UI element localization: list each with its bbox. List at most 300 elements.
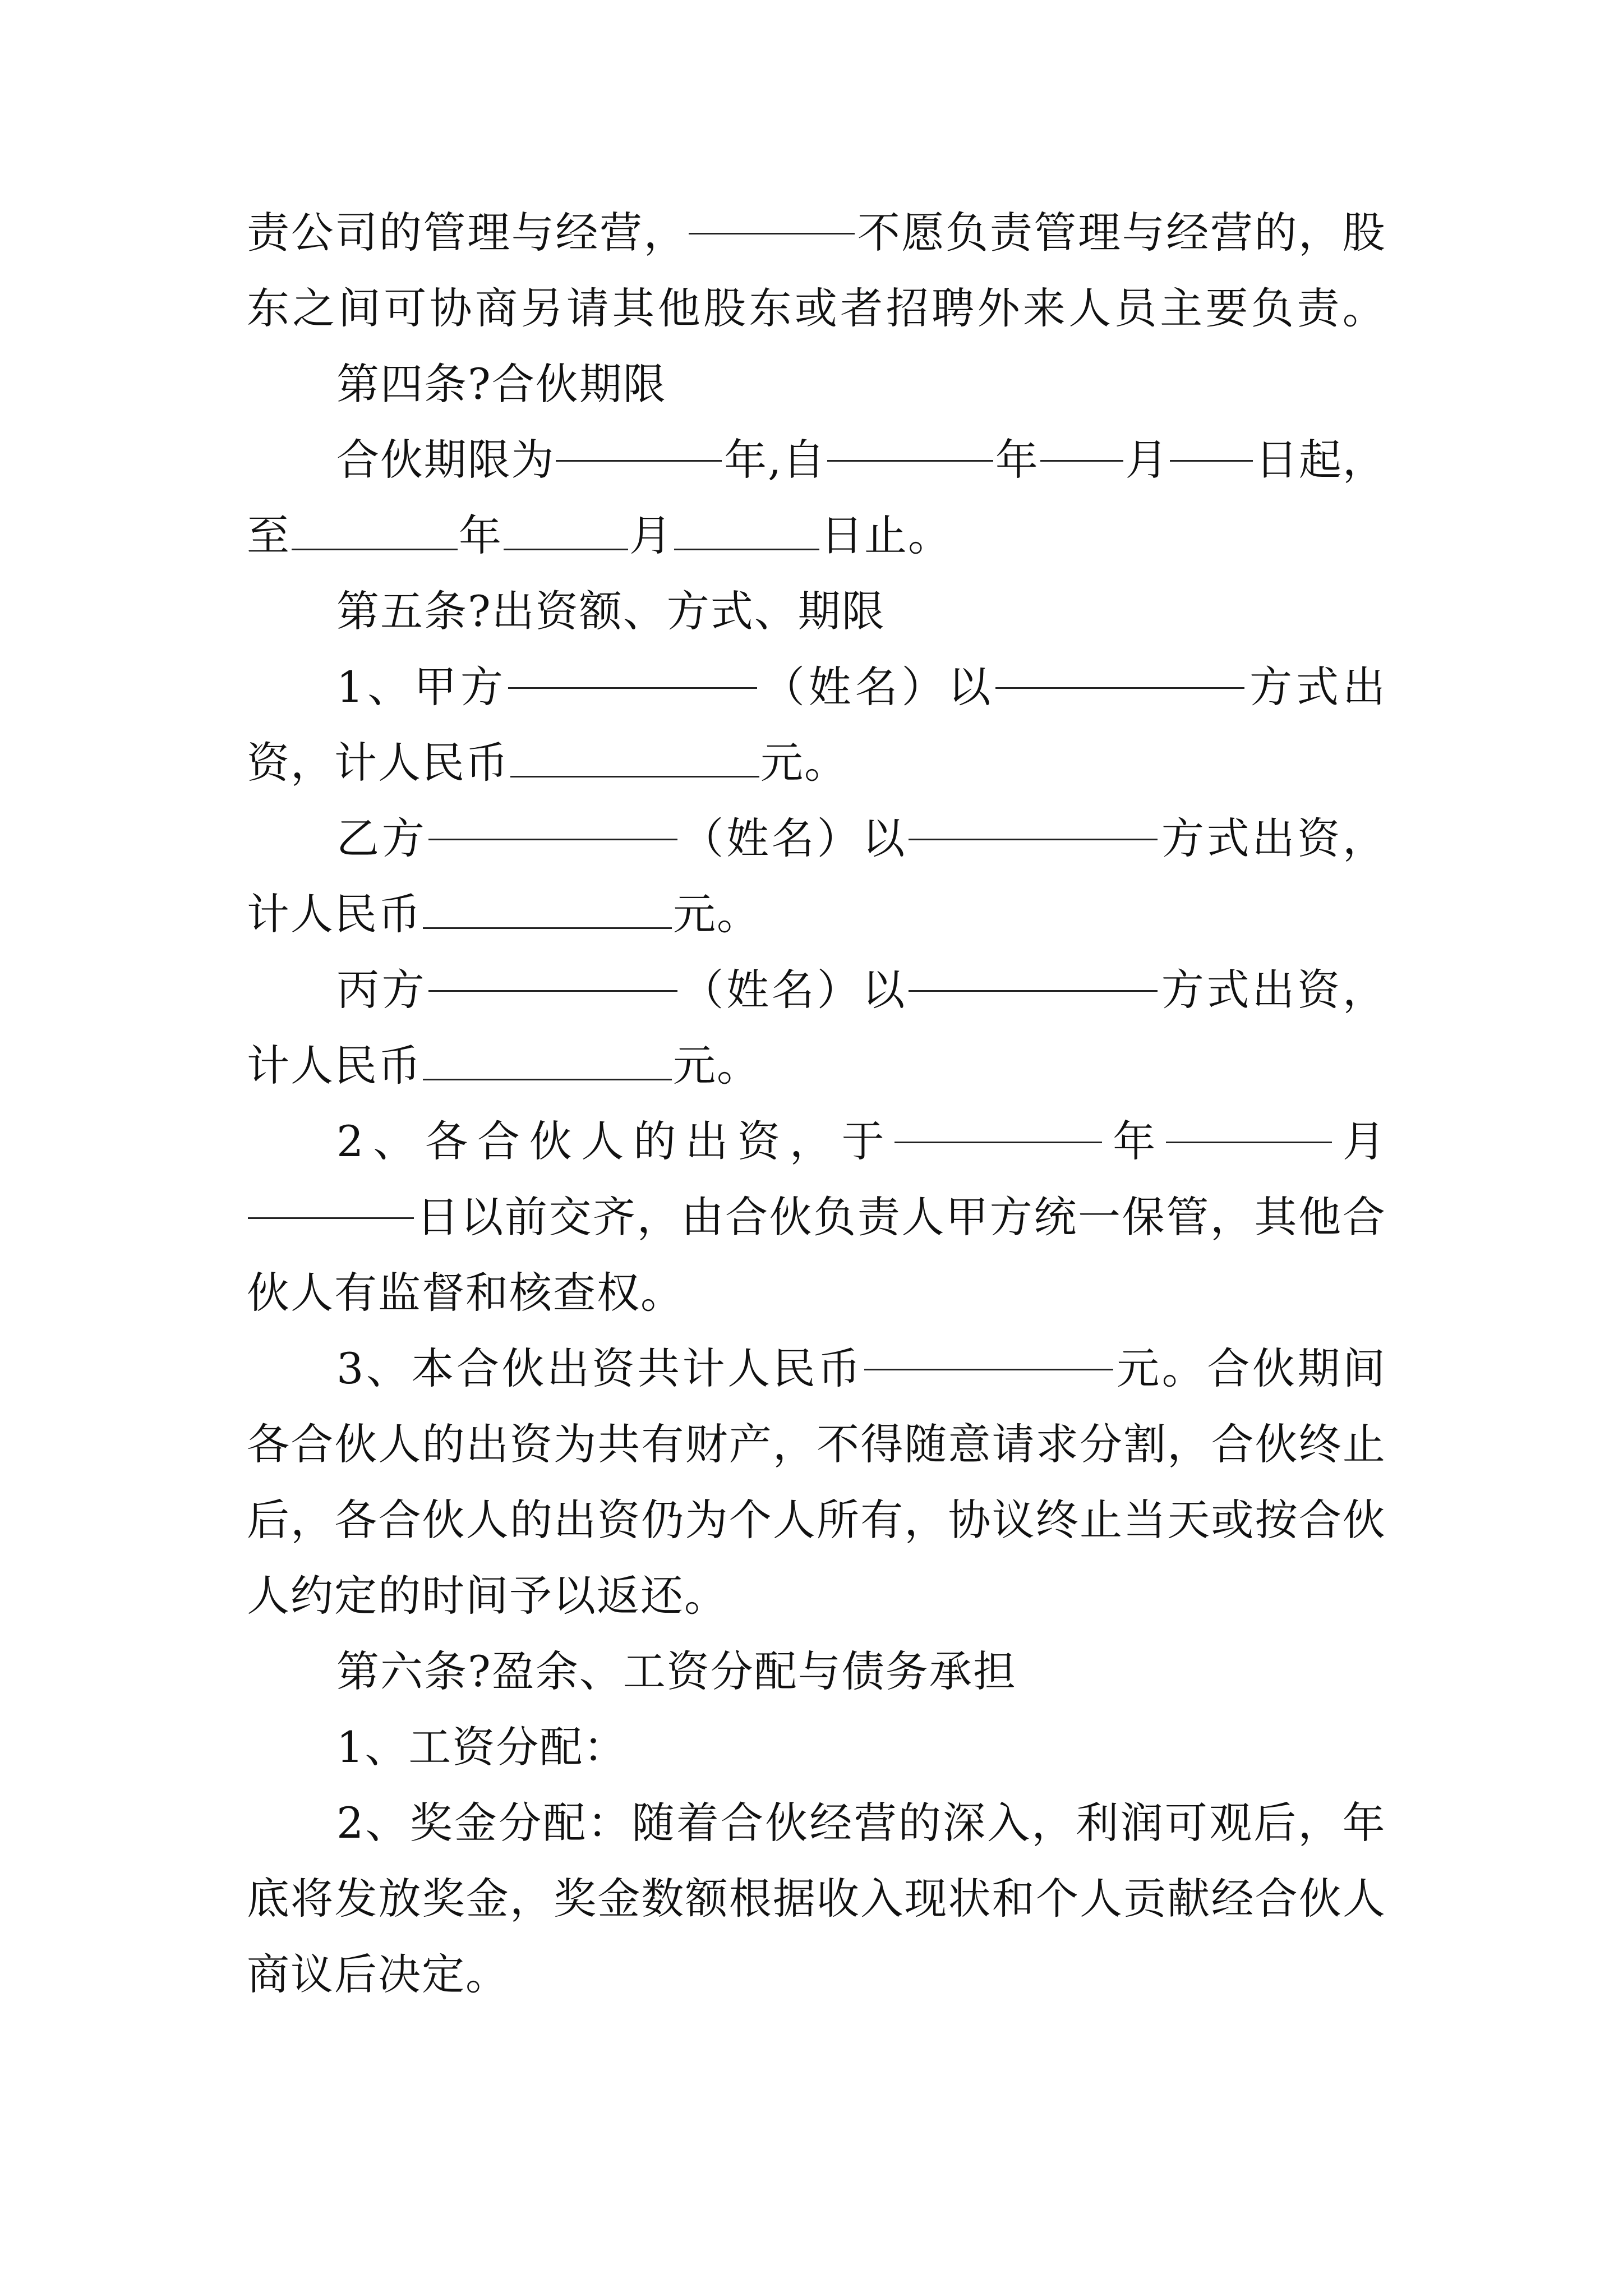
glyph: 资 — [666, 1646, 711, 1696]
glyph: 的 — [633, 1116, 676, 1166]
fill-in-blank — [248, 1178, 414, 1219]
glyph: 方 — [666, 586, 711, 636]
glyph: 合 — [1211, 1419, 1254, 1469]
glyph: 配 — [540, 1722, 584, 1772]
glyph: 合 — [456, 1343, 499, 1393]
glyph: 所 — [817, 1495, 860, 1545]
glyph: 出 — [491, 586, 536, 636]
glyph: 发 — [334, 1874, 377, 1924]
glyph: ， — [1342, 435, 1385, 485]
glyph: ， — [789, 1116, 832, 1166]
glyph: 额 — [685, 1874, 728, 1924]
fill-in-blank — [1166, 1102, 1332, 1143]
glyph: 他 — [1298, 1192, 1341, 1242]
glyph: 月 — [629, 510, 673, 560]
glyph: 计 — [247, 1041, 291, 1091]
glyph: 经 — [555, 208, 598, 257]
glyph: 资 — [535, 586, 579, 636]
glyph: 伙 — [535, 359, 579, 409]
glyph: 责 — [857, 1192, 900, 1242]
glyph: 间 — [1342, 1343, 1385, 1393]
glyph: 第 — [336, 586, 380, 636]
paragraph-line-21 — [336, 1708, 1385, 1787]
glyph: 与 — [1122, 208, 1165, 257]
glyph: 与 — [511, 208, 554, 257]
glyph: 的 — [422, 1419, 465, 1469]
glyph: ： — [587, 1798, 630, 1848]
paragraph-line-16 — [336, 1329, 1385, 1408]
glyph: ， — [1167, 1419, 1210, 1469]
glyph: 额 — [579, 586, 623, 636]
glyph: 一 — [1078, 1192, 1121, 1242]
glyph: 核 — [509, 1268, 553, 1318]
fill-in-blank — [674, 509, 819, 550]
glyph: 分 — [499, 1798, 542, 1848]
paragraph-line-22 — [336, 1784, 1385, 1862]
glyph: 出 — [1252, 965, 1295, 1015]
glyph: 营 — [1210, 208, 1253, 257]
glyph: 理 — [1078, 208, 1121, 257]
glyph: 方 — [381, 965, 425, 1015]
glyph: 日 — [820, 510, 864, 560]
glyph: 资 — [737, 1116, 780, 1166]
glyph: 可 — [384, 283, 427, 333]
glyph: 合 — [725, 1192, 768, 1242]
glyph: 民 — [422, 738, 465, 788]
glyph: 日 — [416, 1192, 459, 1242]
glyph: 主 — [1160, 283, 1203, 333]
article-6-heading — [336, 1632, 1385, 1711]
glyph: 贡 — [1123, 1874, 1166, 1924]
paragraph-line-19 — [247, 1557, 1385, 1635]
glyph: 交 — [548, 1192, 592, 1242]
glyph: 计 — [334, 738, 378, 788]
glyph: 方 — [1161, 813, 1204, 863]
glyph: 2 — [336, 1798, 364, 1848]
glyph: 有 — [860, 1495, 903, 1545]
glyph: 请 — [992, 1419, 1035, 1469]
glyph: ， — [1031, 1798, 1075, 1848]
glyph: 分 — [1079, 1419, 1122, 1469]
fill-in-blank — [428, 951, 677, 992]
glyph: 伙 — [422, 1495, 465, 1545]
glyph: 各 — [247, 1419, 289, 1469]
glyph: ： — [583, 1722, 628, 1772]
glyph: 共 — [637, 1343, 680, 1393]
glyph: 人 — [378, 738, 422, 788]
glyph: 后 — [247, 1495, 289, 1545]
glyph: 方 — [989, 1192, 1032, 1242]
glyph: 币 — [378, 1041, 422, 1091]
glyph: 仍 — [641, 1495, 684, 1545]
glyph: 人 — [465, 1495, 509, 1545]
glyph: 姓 — [726, 813, 769, 863]
glyph: ， — [637, 1192, 680, 1242]
glyph: 有 — [641, 1419, 684, 1469]
glyph: 月 — [1342, 1116, 1385, 1166]
glyph: 个 — [728, 1495, 772, 1545]
paragraph-line-2 — [247, 269, 1385, 348]
glyph: 观 — [1209, 1798, 1252, 1848]
glyph: 可 — [1164, 1798, 1207, 1848]
glyph: 伙 — [529, 1116, 572, 1166]
glyph: 方 — [381, 813, 425, 863]
glyph: 合 — [1342, 1192, 1385, 1242]
glyph: （ — [681, 965, 724, 1015]
article-4-heading — [336, 345, 1385, 424]
glyph: 1 — [336, 662, 364, 712]
glyph: 商 — [475, 283, 518, 333]
glyph: 分 — [496, 1722, 540, 1772]
glyph: 利 — [1076, 1798, 1119, 1848]
glyph: 入 — [860, 1874, 903, 1924]
glyph: 按 — [1255, 1495, 1298, 1545]
glyph: 币 — [818, 1343, 861, 1393]
glyph: 还 — [640, 1571, 684, 1621]
glyph: 条 — [424, 359, 468, 409]
glyph: 人 — [581, 1116, 624, 1166]
glyph: 人 — [1079, 1874, 1122, 1924]
glyph: 止 — [1079, 1495, 1122, 1545]
glyph: 和 — [465, 1268, 509, 1318]
glyph: 。 — [1161, 1343, 1205, 1393]
glyph: 协 — [948, 1495, 991, 1545]
glyph: 人 — [291, 1268, 334, 1318]
glyph: 。 — [717, 1041, 760, 1091]
glyph: 资 — [452, 1722, 496, 1772]
glyph: 丙 — [336, 965, 379, 1015]
glyph: 限 — [467, 435, 510, 485]
glyph: 配 — [543, 1798, 586, 1848]
glyph: 伙 — [1298, 1874, 1341, 1924]
glyph: 。 — [908, 510, 952, 560]
glyph: 、 — [623, 586, 667, 636]
glyph: 四 — [380, 359, 424, 409]
glyph: ， — [1298, 208, 1341, 257]
glyph: 责 — [989, 208, 1032, 257]
glyph: 当 — [1123, 1495, 1166, 1545]
glyph: ） — [901, 662, 944, 712]
glyph: 后 — [334, 1949, 378, 1999]
fill-in-blank — [689, 194, 855, 234]
glyph: 金 — [465, 1874, 509, 1924]
glyph: 间 — [465, 1571, 509, 1621]
glyph: 务 — [885, 1646, 929, 1696]
fill-in-blank — [423, 1039, 672, 1080]
glyph: 金 — [597, 1874, 640, 1924]
glyph: 日 — [1255, 435, 1298, 485]
glyph: 资 — [247, 738, 291, 788]
glyph: 3 — [336, 1343, 364, 1393]
glyph: 姓 — [808, 662, 851, 712]
glyph: 入 — [987, 1798, 1030, 1848]
glyph: ， — [1342, 813, 1385, 863]
glyph: 收 — [817, 1874, 860, 1924]
glyph: 计 — [247, 889, 291, 939]
glyph: ， — [1210, 1192, 1253, 1242]
glyph: 合 — [336, 435, 379, 485]
glyph: 据 — [772, 1874, 815, 1924]
glyph: 余 — [535, 1646, 579, 1696]
glyph: 以 — [862, 965, 905, 1015]
glyph: 甲 — [946, 1192, 989, 1242]
glyph: 承 — [929, 1646, 973, 1696]
glyph: 深 — [942, 1798, 985, 1848]
glyph: 、 — [373, 1116, 416, 1166]
glyph: 责 — [247, 208, 289, 257]
glyph: 合 — [1298, 1495, 1341, 1545]
glyph: 方 — [1249, 662, 1293, 712]
glyph: 后 — [1253, 1798, 1297, 1848]
glyph: 股 — [703, 283, 746, 333]
glyph: 终 — [1035, 1495, 1078, 1545]
glyph: 营 — [854, 1798, 897, 1848]
glyph: 伙 — [769, 1192, 812, 1242]
glyph: ， — [772, 1419, 815, 1469]
glyph: 的 — [379, 208, 422, 257]
fill-in-blank — [1040, 421, 1123, 462]
paragraph-line-7 — [336, 648, 1385, 726]
glyph: 着 — [676, 1798, 719, 1848]
glyph: 债 — [841, 1646, 886, 1696]
fill-in-blank — [423, 888, 672, 929]
glyph: 不 — [817, 1419, 860, 1469]
glyph: 期 — [797, 586, 842, 636]
glyph: 招 — [886, 283, 929, 333]
glyph: 各 — [334, 1495, 377, 1545]
glyph: ， — [291, 738, 334, 788]
fill-in-blank — [827, 421, 993, 462]
glyph: 财 — [685, 1419, 728, 1469]
paragraph-line-24 — [247, 1935, 1385, 2014]
paragraph-line-1 — [247, 194, 1385, 272]
paragraph-line-12 — [247, 1027, 1385, 1105]
glyph: 姓 — [726, 965, 769, 1015]
glyph: 1 — [336, 1722, 365, 1772]
glyph: 时 — [422, 1571, 465, 1621]
glyph: 定 — [422, 1949, 465, 1999]
glyph: 管 — [1034, 208, 1077, 257]
glyph: 。 — [804, 738, 848, 788]
glyph: 意 — [948, 1419, 991, 1469]
paragraph-line-8 — [247, 724, 1385, 802]
glyph: 止 — [864, 510, 908, 560]
glyph: 。 — [684, 1571, 728, 1621]
glyph: 式 — [1206, 965, 1249, 1015]
glyph: 2 — [336, 1116, 364, 1166]
glyph: 出 — [1252, 813, 1295, 863]
glyph: 年 — [459, 510, 502, 560]
glyph: 出 — [547, 1343, 590, 1393]
glyph: 伙 — [380, 435, 423, 485]
glyph: 、 — [754, 586, 798, 636]
glyph: 担 — [972, 1646, 1017, 1696]
glyph: 得 — [860, 1419, 903, 1469]
glyph: 人 — [727, 1343, 771, 1393]
glyph: 伙 — [247, 1268, 291, 1318]
glyph: 、 — [579, 1646, 623, 1696]
glyph: 合 — [378, 1495, 421, 1545]
glyph: 数 — [641, 1874, 684, 1924]
glyph: 出 — [1342, 662, 1385, 712]
glyph: 聘 — [932, 283, 975, 333]
glyph: 条 — [424, 1646, 468, 1696]
glyph: 其 — [612, 283, 655, 333]
glyph: 的 — [898, 1798, 941, 1848]
glyph: 献 — [1167, 1874, 1210, 1924]
glyph: 合 — [721, 1798, 764, 1848]
glyph: 、 — [365, 1798, 408, 1848]
glyph: 随 — [631, 1798, 675, 1848]
glyph: 期 — [579, 359, 623, 409]
glyph: 条 — [424, 586, 468, 636]
glyph: 个 — [1035, 1874, 1078, 1924]
glyph: ， — [643, 208, 686, 257]
paragraph-line-23 — [247, 1860, 1385, 1938]
glyph: 合 — [477, 1116, 520, 1166]
glyph: 经 — [1211, 1874, 1254, 1924]
glyph: 返 — [597, 1571, 640, 1621]
glyph: ? — [468, 586, 492, 636]
paragraph-line-13 — [336, 1102, 1385, 1181]
glyph: 外 — [977, 283, 1020, 333]
glyph: 润 — [1120, 1798, 1163, 1848]
fill-in-blank — [510, 737, 759, 777]
glyph: 的 — [509, 1495, 552, 1545]
glyph: 第 — [336, 1646, 380, 1696]
glyph: 、 — [367, 662, 411, 712]
glyph: 终 — [1298, 1419, 1341, 1469]
glyph: 另 — [520, 283, 564, 333]
glyph: 东 — [749, 283, 792, 333]
glyph: ， — [904, 1495, 947, 1545]
glyph: 愿 — [901, 208, 944, 257]
glyph: ， — [1298, 1798, 1341, 1848]
glyph: 资 — [1297, 965, 1340, 1015]
glyph: 合 — [1207, 1343, 1250, 1393]
glyph: ? — [468, 1646, 492, 1696]
glyph: 民 — [772, 1343, 815, 1393]
glyph: 至 — [247, 510, 291, 560]
glyph: 和 — [992, 1874, 1035, 1924]
glyph: 合 — [1255, 1874, 1298, 1924]
glyph: 请 — [566, 283, 609, 333]
glyph: 。 — [640, 1268, 684, 1318]
glyph: 间 — [338, 283, 381, 333]
glyph: 议 — [992, 1495, 1035, 1545]
fill-in-blank — [995, 648, 1244, 689]
glyph: 负 — [1251, 283, 1294, 333]
glyph: 限 — [623, 359, 667, 409]
glyph: 约 — [291, 1571, 334, 1621]
glyph: 以 — [862, 813, 905, 863]
glyph: 式 — [710, 586, 754, 636]
glyph: 资 — [597, 1495, 640, 1545]
glyph: 协 — [429, 283, 472, 333]
glyph: 方 — [1161, 965, 1204, 1015]
glyph: 共 — [597, 1419, 640, 1469]
glyph: 定 — [334, 1571, 378, 1621]
glyph: 以 — [460, 1192, 504, 1242]
glyph: 币 — [378, 889, 422, 939]
glyph: 金 — [454, 1798, 497, 1848]
glyph: 。 — [717, 889, 760, 939]
glyph: 以 — [553, 1571, 597, 1621]
glyph: 东 — [247, 283, 289, 333]
glyph: 人 — [247, 1571, 291, 1621]
glyph: 人 — [291, 1041, 334, 1091]
glyph: 伙 — [1342, 1495, 1385, 1545]
glyph: 前 — [504, 1192, 547, 1242]
glyph: 的 — [378, 1571, 422, 1621]
glyph: 奖 — [422, 1874, 465, 1924]
glyph: 负 — [813, 1192, 856, 1242]
glyph: 人 — [1342, 1874, 1385, 1924]
glyph: 本 — [411, 1343, 454, 1393]
fill-in-blank — [508, 648, 757, 689]
fill-in-blank — [895, 1102, 1102, 1143]
fill-in-blank — [1170, 421, 1253, 462]
glyph: 奖 — [409, 1798, 453, 1848]
glyph: 为 — [554, 1419, 597, 1469]
glyph: 天 — [1167, 1495, 1210, 1545]
glyph: 起 — [1299, 435, 1342, 485]
glyph: 其 — [1254, 1192, 1297, 1242]
glyph: 责 — [1297, 283, 1340, 333]
glyph: 合 — [291, 1419, 334, 1469]
glyph: 割 — [1123, 1419, 1166, 1469]
glyph: 奖 — [554, 1874, 597, 1924]
glyph: 要 — [1205, 283, 1248, 333]
glyph: 元 — [673, 1041, 717, 1091]
fill-in-blank — [909, 799, 1158, 840]
glyph: 议 — [291, 1949, 334, 1999]
glyph: 管 — [423, 208, 466, 257]
glyph: 式 — [1206, 813, 1249, 863]
glyph: 出 — [554, 1495, 597, 1545]
glyph: 人 — [1068, 283, 1112, 333]
glyph: 根 — [728, 1874, 772, 1924]
glyph: 伙 — [334, 1419, 377, 1469]
glyph: 年 — [1113, 1116, 1156, 1166]
glyph: 币 — [465, 738, 509, 788]
fill-in-blank — [428, 799, 677, 840]
fill-in-blank — [504, 509, 628, 550]
glyph: ） — [817, 813, 860, 863]
glyph: 乙 — [336, 813, 379, 863]
glyph: 营 — [600, 208, 642, 257]
glyph: 决 — [378, 1949, 422, 1999]
glyph: 民 — [334, 889, 378, 939]
glyph: 资 — [1297, 813, 1340, 863]
glyph: 保 — [1122, 1192, 1165, 1242]
glyph: 管 — [1166, 1192, 1209, 1242]
glyph: 元 — [673, 889, 717, 939]
glyph: 统 — [1034, 1192, 1077, 1242]
paragraph-line-18 — [247, 1481, 1385, 1559]
glyph: 司 — [335, 208, 378, 257]
glyph: 求 — [1035, 1419, 1078, 1469]
glyph: 工 — [623, 1646, 667, 1696]
fill-in-blank — [292, 509, 458, 550]
glyph: 元 — [1117, 1343, 1160, 1393]
glyph: 限 — [841, 586, 886, 636]
paragraph-line-4 — [336, 421, 1385, 499]
paragraph-line-11 — [336, 951, 1385, 1029]
glyph: 出 — [685, 1116, 728, 1166]
glyph: 、 — [366, 1343, 409, 1393]
glyph: 方 — [460, 662, 504, 712]
